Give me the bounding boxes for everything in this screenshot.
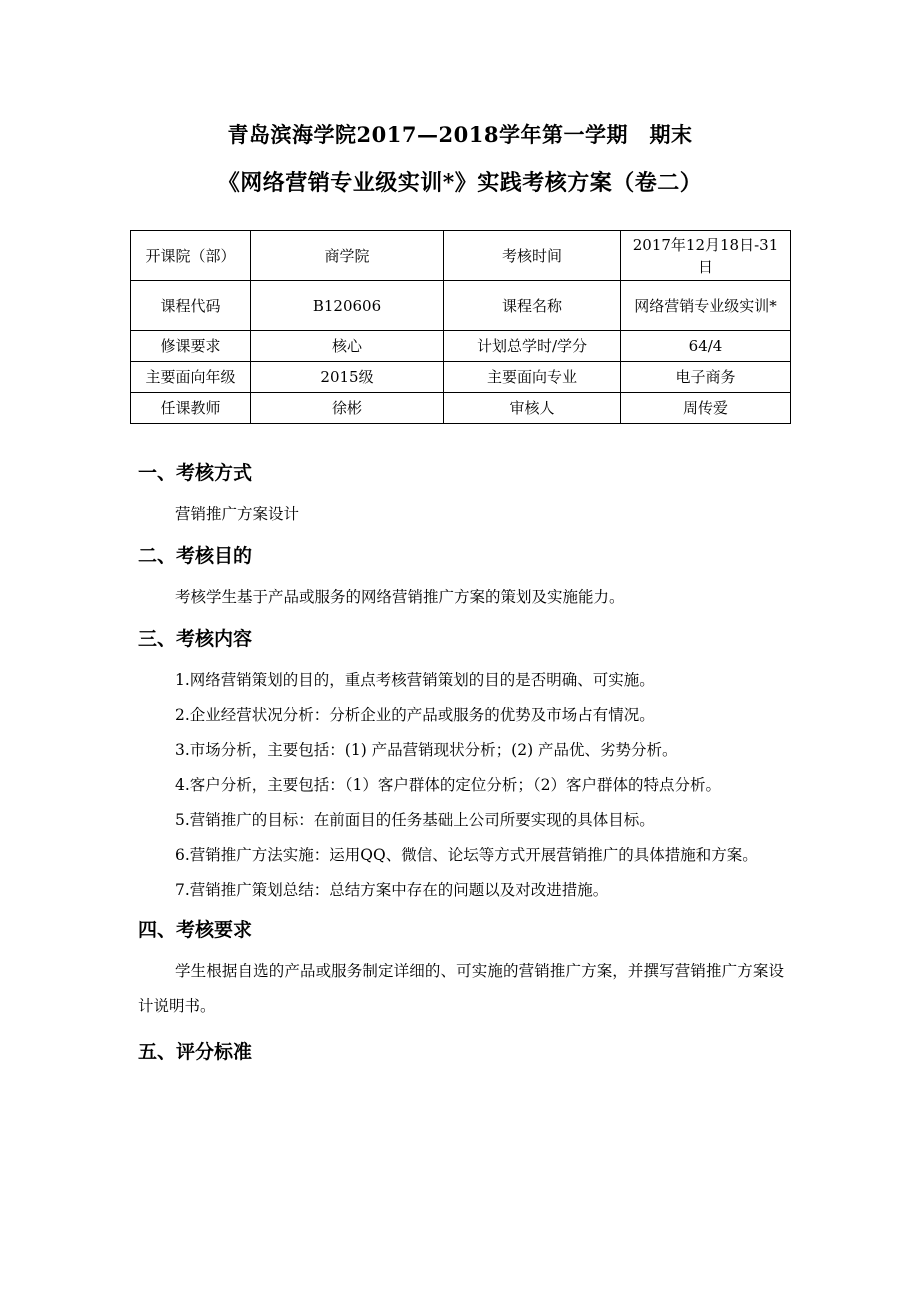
section-heading-grading: 五、评分标准	[138, 1041, 253, 1063]
table-cell-value: 核心	[251, 331, 444, 362]
table-cell-label: 课程代码	[131, 281, 251, 331]
table-cell-value: 周传爱	[621, 393, 791, 424]
course-info-table	[130, 230, 791, 424]
table-row	[131, 281, 791, 331]
table-cell-value: 2017年12月18日-31日	[621, 231, 791, 281]
list-item: 1.网络营销策划的目的，重点考核营销策划的目的是否明确、可实施。	[175, 671, 655, 689]
list-item: 3.市场分析，主要包括：(1) 产品营销现状分析；(2) 产品优、劣势分析。	[175, 741, 678, 759]
list-item: 4.客户分析，主要包括：（1）客户群体的定位分析；（2）客户群体的特点分析。	[175, 776, 722, 794]
table-cell-value: 商学院	[251, 231, 444, 281]
table-row	[131, 331, 791, 362]
table-cell-label: 任课教师	[131, 393, 251, 424]
document-title-line2: 《网络营销专业级实训*》实践考核方案（卷二）	[217, 170, 703, 196]
table-cell-value: B120606	[251, 281, 444, 331]
section-heading-content: 三、考核内容	[138, 628, 253, 650]
table-cell-label: 主要面向专业	[444, 362, 621, 393]
table-cell-value: 2015级	[251, 362, 444, 393]
table-cell-label: 开课院（部）	[131, 231, 251, 281]
document-body	[138, 455, 784, 1070]
table-row	[131, 231, 791, 281]
list-item: 2.企业经营状况分析：分析企业的产品或服务的优势及市场占有情况。	[175, 706, 655, 724]
table-cell-label: 主要面向年级	[131, 362, 251, 393]
section-heading-requirements: 四、考核要求	[138, 919, 253, 941]
table-cell-value: 徐彬	[251, 393, 444, 424]
table-cell-value: 64/4	[621, 331, 791, 362]
section-paragraph: 学生根据自选的产品或服务制定详细的、可实施的营销推广方案，并撰写营销推广方案设计说明书。	[138, 962, 784, 1015]
table-cell-label: 审核人	[444, 393, 621, 424]
table-row	[131, 362, 791, 393]
list-item: 5.营销推广的目标：在前面目的任务基础上公司所要实现的具体目标。	[175, 811, 655, 829]
section-heading-method: 一、考核方式	[138, 462, 253, 484]
section-paragraph: 营销推广方案设计	[175, 505, 300, 523]
section-paragraph: 考核学生基于产品或服务的网络营销推广方案的策划及实施能力。	[175, 588, 625, 606]
table-cell-value: 网络营销专业级实训*	[621, 281, 791, 331]
table-cell-label: 课程名称	[444, 281, 621, 331]
list-item: 7.营销推广策划总结：总结方案中存在的问题以及对改进措施。	[175, 881, 609, 899]
table-row	[131, 393, 791, 424]
list-item: 6.营销推广方法实施：运用QQ、微信、论坛等方式开展营销推广的具体措施和方案。	[175, 846, 758, 864]
document-title-line1: 青岛滨海学院2017—2018学年第一学期 期末	[227, 122, 693, 147]
table-cell-label: 计划总学时/学分	[444, 331, 621, 362]
table-cell-value: 电子商务	[621, 362, 791, 393]
table-cell-label: 修课要求	[131, 331, 251, 362]
section-heading-purpose: 二、考核目的	[138, 545, 253, 567]
table-cell-label: 考核时间	[444, 231, 621, 281]
